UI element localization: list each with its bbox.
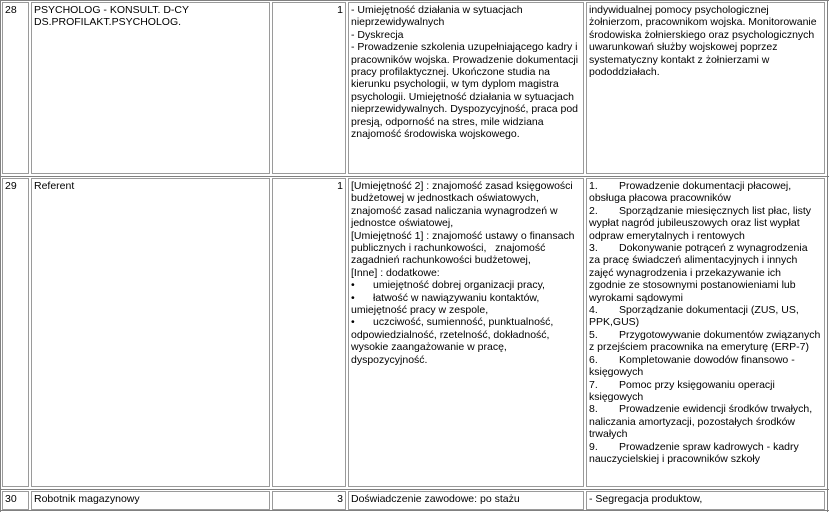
vacancy-count: 3 xyxy=(272,491,346,510)
row-divider xyxy=(0,510,829,511)
list-text: łatwość w nawiązywaniu kontaktów, xyxy=(373,291,540,304)
text-line: z przejściem pracownika na emeryturę (ERP-7) xyxy=(589,341,809,354)
text-line: odpowiedzialność, rzetelność, dokładność, xyxy=(351,328,550,341)
text-line xyxy=(351,279,581,291)
text-line: znajomość zasad naliczania wynagrodzeń w xyxy=(351,204,558,217)
list-marker: • xyxy=(351,291,355,304)
text-line xyxy=(589,205,822,217)
requirements: - Umiejętność działania w sytuacjach nieprzewidywalnych - Dyskrecja - Prowadzenie szkolenia uzupełniającego kadry i pracowników wojska. Prowadzenie dokumentacji pracy profilaktycznej. Ukończone studia na kierunku psychologii, w tym dyplom magistra psychologii. Umiejętność działania w sytuacjach nieprzewidywalnych. Dyspozycyjność, praca pod presją, odporność na stres, mile widziana znajomość środowiska wojskowego. xyxy=(348,2,584,174)
requirements: Doświadczenie zawodowe: po stażu xyxy=(348,491,584,510)
list-text: Dokonywanie potrąceń z wynagrodzenia xyxy=(619,242,808,255)
text-line: naliczania amortyzacji, pozostałych środków xyxy=(589,415,796,428)
list-marker: • xyxy=(351,279,355,292)
vacancy-count: 1 xyxy=(272,178,346,487)
text-line: nauczycielskiej i pracowników szkoły xyxy=(589,452,760,465)
row-number: 29 xyxy=(2,178,29,487)
vacancy-count: 1 xyxy=(272,2,346,174)
text-line: budżetowej w jednostkach oświatowych, xyxy=(351,192,539,205)
row-number: 30 xyxy=(2,491,29,510)
text-line: zgodnie ze stosownymi postanowieniami lub xyxy=(589,279,796,292)
text-line: jednostce oświatowej, xyxy=(351,217,454,230)
text-line: za pracę świadczeń alimentacyjnych i innych xyxy=(589,254,798,267)
duties xyxy=(586,178,825,487)
list-text: Sporządzanie dokumentacji (ZUS, US, xyxy=(619,304,799,317)
list-marker: 6. xyxy=(589,353,598,366)
list-marker: 7. xyxy=(589,378,598,391)
list-marker: 9. xyxy=(589,440,598,453)
text-line xyxy=(589,180,822,192)
row-divider xyxy=(0,176,829,177)
text-line: publicznych i rachunkowości, znajomość xyxy=(351,242,546,255)
row-number: 28 xyxy=(2,2,29,174)
row-divider xyxy=(0,0,829,1)
text-line: [Umiejętność 2] : znajomość zasad księgowości xyxy=(351,180,573,192)
text-line: wysokie zaangażowanie w pracę, xyxy=(351,341,507,354)
list-marker: 1. xyxy=(589,180,598,192)
list-text: Prowadzenie spraw kadrowych - kadry xyxy=(619,440,799,453)
text-line xyxy=(589,242,822,254)
text-line: księgowych xyxy=(589,390,644,403)
list-marker: 8. xyxy=(589,403,598,416)
text-line xyxy=(589,304,822,316)
position-name: Robotnik magazynowy xyxy=(31,491,270,510)
list-marker: 3. xyxy=(589,242,598,255)
text-line: dyspozycyjność. xyxy=(351,353,428,366)
text-line xyxy=(589,329,822,341)
text-line: wyrokami sądowymi xyxy=(589,291,683,304)
text-line xyxy=(589,354,822,366)
column-divider xyxy=(0,0,1,512)
text-line: PPK,GUS) xyxy=(589,316,640,329)
list-text: Prowadzenie ewidencji środków trwałych, xyxy=(619,403,813,416)
text-line: umiejętność pracy w zespole, xyxy=(351,304,489,317)
text-line xyxy=(589,441,822,453)
text-line: odpraw emerytalnych i rentowych xyxy=(589,229,745,242)
text-line: [Inne] : dodatkowe: xyxy=(351,266,440,279)
text-line: zagadnień rachunkowości budżetowej, xyxy=(351,254,531,267)
list-text: Kompletowanie dowodów finansowo - xyxy=(619,353,795,366)
text-line xyxy=(351,292,581,304)
position-name: PSYCHOLOG - KONSULT. D-CY DS.PROFILAKT.PSYCHOLOG. xyxy=(31,2,270,174)
list-text: Przygotowywanie dokumentów związanych xyxy=(619,328,821,341)
list-marker: 4. xyxy=(589,304,598,317)
text-line xyxy=(351,316,581,328)
list-text: Sporządzanie miesięcznych list płac, listy xyxy=(619,204,811,217)
text-line xyxy=(589,403,822,415)
requirements xyxy=(348,178,584,487)
text-line xyxy=(589,379,822,391)
duties: indywidualnej pomocy psychologicznej żołnierzom, pracownikom wojska. Monitorowanie środowiska żołnierskiego oraz psychologicznych uwarunkowań służby wojskowej poprzez systematyczny kontakt z żołnierzami w pododdziałach. xyxy=(586,2,825,174)
duties: - Segregacja produktow, xyxy=(586,491,825,510)
list-text: Prowadzenie dokumentacji płacowej, xyxy=(619,180,792,192)
position-name: Referent xyxy=(31,178,270,487)
text-line: [Umiejętność 1] : znajomość ustawy o finansach xyxy=(351,229,575,242)
list-text: umiejętność dobrej organizacji pracy, xyxy=(373,279,545,292)
list-text: Pomoc przy księgowaniu operacji xyxy=(619,378,775,391)
list-marker: 5. xyxy=(589,328,598,341)
list-marker: • xyxy=(351,316,355,329)
list-text: uczciwość, sumienność, punktualność, xyxy=(373,316,554,329)
text-line: trwałych xyxy=(589,428,628,441)
text-line: księgowych xyxy=(589,366,644,379)
text-line: zajęć wynagrodzenia i przekazywanie ich xyxy=(589,266,782,279)
row-divider xyxy=(0,489,829,490)
text-line: wypłat nagród jubileuszowych oraz list wypłat xyxy=(589,217,800,230)
column-divider xyxy=(827,0,828,512)
list-marker: 2. xyxy=(589,204,598,217)
text-line: obsługa płacowa pracowników xyxy=(589,192,731,205)
